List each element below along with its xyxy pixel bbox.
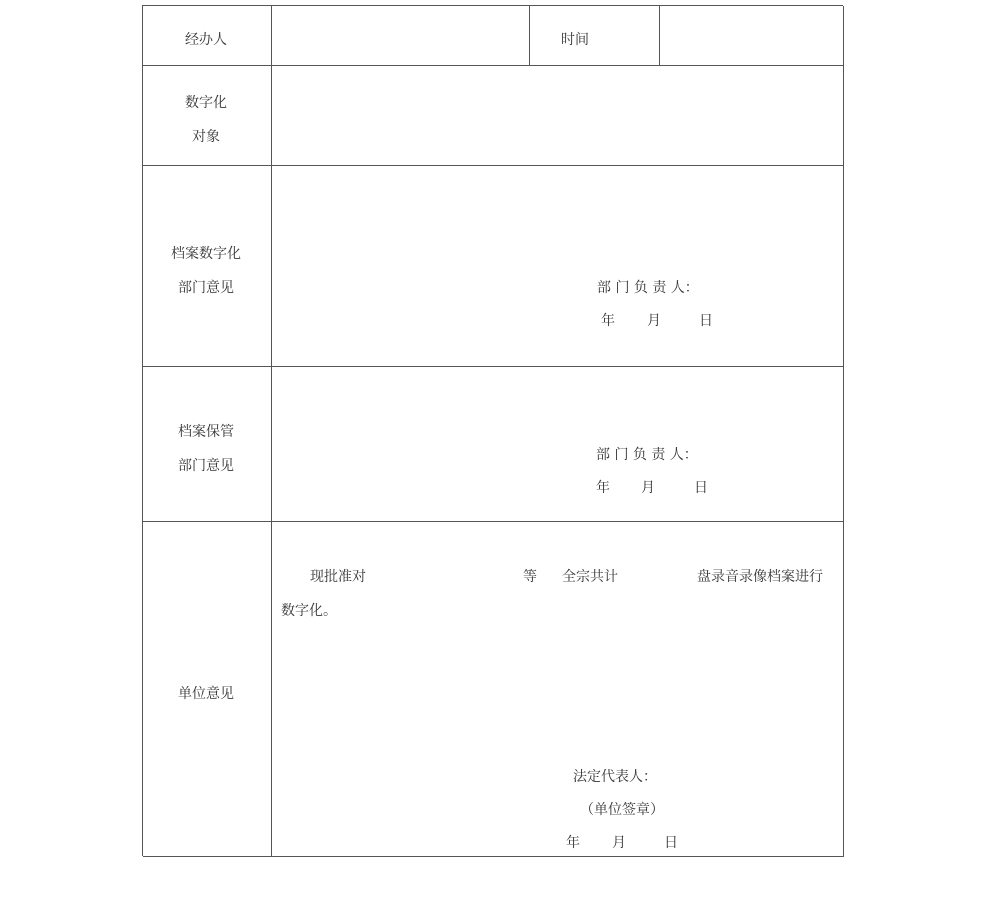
unit-seal-label: （单位签章） — [580, 802, 664, 818]
handler-label: 经办人 — [185, 32, 227, 48]
digitization-dept-day: 日 — [699, 313, 713, 329]
approval-text-part-1: 现批准对 — [310, 569, 366, 585]
approval-text-part-5: 数字化。 — [281, 603, 337, 619]
row-divider-2 — [143, 165, 844, 166]
row-divider-4 — [143, 521, 844, 522]
unit-opinion-year: 年 — [566, 835, 580, 851]
label-column-divider — [271, 6, 272, 857]
custody-dept-label-1: 档案保管 — [178, 424, 234, 440]
unit-opinion-day: 日 — [664, 835, 678, 851]
unit-opinion-label: 单位意见 — [178, 686, 234, 702]
row-divider-3 — [143, 366, 844, 367]
custody-dept-month: 月 — [641, 480, 655, 496]
row1-divider-b — [659, 6, 660, 66]
row1-divider-a — [529, 6, 530, 66]
handler-value[interactable] — [273, 8, 527, 62]
approval-text-part-3: 全宗共计 — [562, 569, 618, 585]
table-border-bottom — [143, 856, 844, 857]
row-divider-1 — [143, 65, 844, 66]
digitization-object-label-2: 对象 — [192, 129, 220, 145]
table-border-right — [843, 6, 844, 857]
custody-dept-year: 年 — [596, 480, 610, 496]
digitization-dept-month: 月 — [647, 313, 661, 329]
approval-text-part-2: 等 — [523, 569, 537, 585]
custody-dept-signer: 部 门 负 责 人： — [596, 447, 698, 463]
unit-opinion-month: 月 — [612, 835, 626, 851]
custody-dept-label-2: 部门意见 — [178, 458, 234, 474]
digitization-dept-label-2: 部门意见 — [178, 280, 234, 296]
digitization-object-label-1: 数字化 — [185, 95, 227, 111]
time-value[interactable] — [661, 8, 841, 62]
approval-text-part-4: 盘录音录像档案进行 — [697, 569, 823, 585]
digitization-dept-label-1: 档案数字化 — [171, 246, 241, 262]
digitization-dept-year: 年 — [601, 313, 615, 329]
legal-representative-label: 法定代表人： — [573, 769, 657, 785]
digitization-object-value[interactable] — [273, 68, 841, 163]
custody-dept-day: 日 — [694, 480, 708, 496]
time-label: 时间 — [561, 32, 589, 48]
digitization-dept-signer: 部 门 负 责 人： — [597, 280, 699, 296]
